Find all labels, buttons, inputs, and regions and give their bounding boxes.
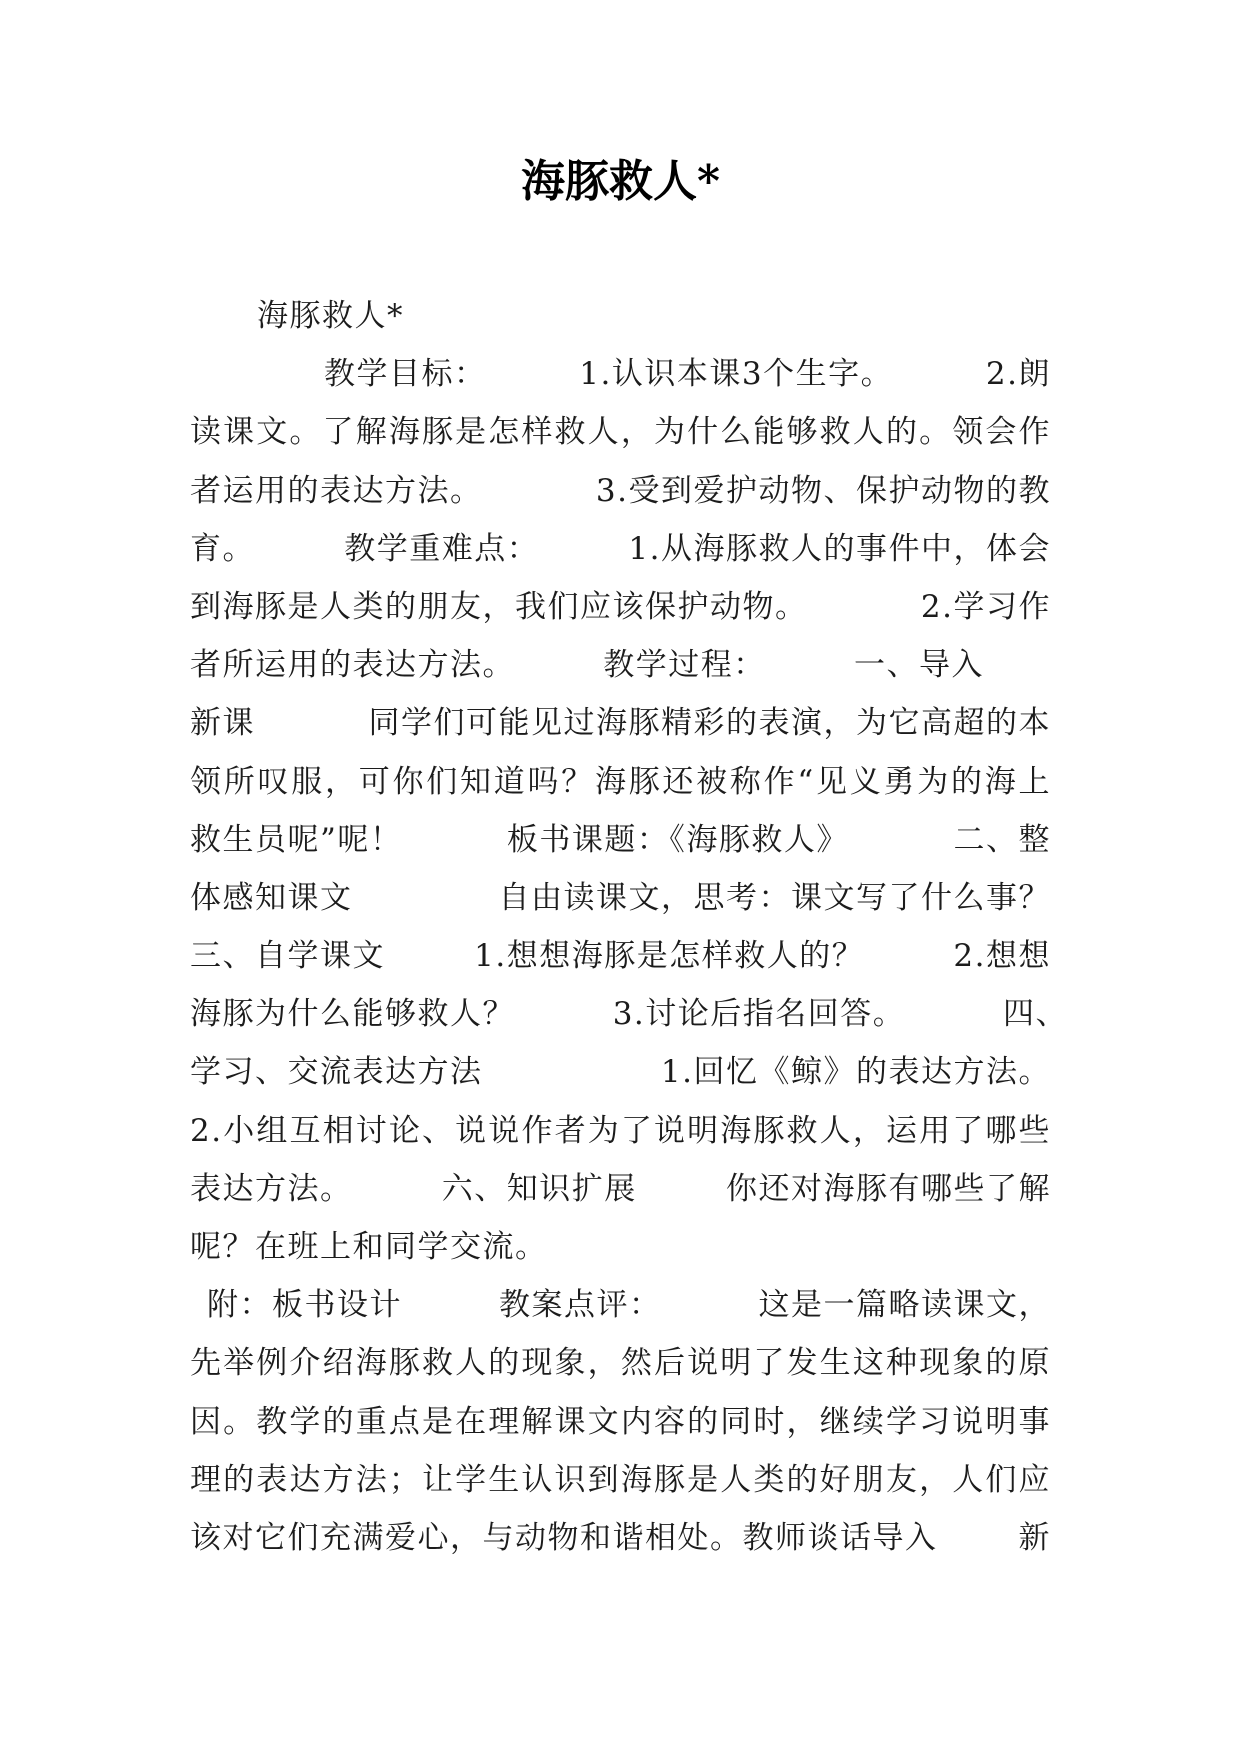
text-line-3 (190, 403, 1051, 461)
text-line-5 (190, 520, 1051, 578)
text-line-15 (190, 1102, 1051, 1160)
text-segment: 六、知识扩展 (441, 1170, 637, 1207)
text-line-11 (190, 869, 1051, 927)
text-segment: 海豚为什么能够救人？ (190, 996, 515, 1033)
text-line-6 (190, 578, 1051, 636)
text-segment: 呢？在班上和同学交流。 (190, 1229, 548, 1265)
text-line-20 (190, 1393, 1051, 1451)
text-segment: 体感知课文 (190, 879, 353, 916)
document-title: 海豚救人* (520, 156, 720, 207)
text-line-21 (190, 1451, 1051, 1509)
text-segment: 2.想想 (953, 938, 1051, 975)
text-segment: 同学们可能见过海豚精彩的表演，为它高超的本 (368, 705, 1051, 742)
text-line-10 (190, 811, 1051, 869)
text-segment: 3.讨论后指名回答。 (612, 996, 906, 1033)
text-line-4 (190, 462, 1051, 520)
text-line-13 (190, 985, 1068, 1043)
text-segment: 自由读课文，思考：课文写了什么事？ (498, 879, 1051, 916)
text-line-16 (190, 1160, 1051, 1218)
text-segment: 1.从海豚救人的事件中，体会 (628, 530, 1051, 567)
text-segment: 附：板书设计 (207, 1287, 402, 1324)
text-line-14 (190, 1043, 1051, 1101)
text-segment: 2.学习作 (920, 588, 1051, 625)
document-body (190, 287, 1068, 1567)
text-segment: 2.小组互相讨论、说说作者为了说明海豚救人，运用了哪些 (190, 1112, 1051, 1149)
text-segment: 领所叹服，可你们知道吗？海豚还被称作“见义勇为的海上 (190, 763, 1051, 800)
text-segment: 先举例介绍海豚救人的现象，然后说明了发生这种现象的原 (190, 1345, 1051, 1382)
text-segment: 四、 (1002, 996, 1068, 1033)
text-line-22 (190, 1509, 1051, 1567)
text-segment: 一、导入 (854, 647, 984, 684)
text-segment: 新 (1018, 1519, 1051, 1556)
text-segment: 理的表达方法；让学生认识到海豚是人类的好朋友，人们应 (190, 1461, 1051, 1498)
text-line-7 (190, 636, 984, 694)
text-segment: 因。教学的重点是在理解课文内容的同时，继续学习说明事 (190, 1403, 1051, 1440)
text-line-1 (190, 287, 1051, 345)
text-segment: 教学目标： (324, 356, 487, 393)
text-segment: 到海豚是人类的朋友，我们应该保护动物。 (190, 588, 808, 625)
text-segment: 救生员呢”呢！ (190, 821, 403, 858)
text-segment: 板书课题：《海豚救人》 (506, 821, 849, 858)
text-line-8 (190, 694, 1051, 752)
text-segment: 海豚救人* (257, 298, 404, 334)
text-line-18 (190, 1276, 1051, 1334)
text-segment: 1.认识本课3个生字。 (579, 356, 894, 393)
text-line-19 (190, 1334, 1051, 1392)
text-line-12 (190, 927, 1051, 985)
text-segment: 者所运用的表达方法。 (190, 647, 515, 684)
text-segment: 读课文。了解海豚是怎样救人，为什么能够救人的。领会作 (190, 414, 1051, 451)
text-segment: 二、整 (953, 821, 1051, 858)
text-segment: 3.受到爱护动物、保护动物的教 (595, 472, 1051, 509)
text-segment: 你还对海豚有哪些了解 (726, 1170, 1051, 1207)
text-segment: 2.朗 (985, 356, 1051, 393)
text-line-9 (190, 753, 1051, 811)
text-segment: 教案点评： (499, 1287, 662, 1324)
text-line-17 (190, 1218, 1051, 1276)
text-segment: 新课 (190, 705, 255, 742)
text-segment: 表达方法。 (190, 1170, 353, 1207)
text-segment: 教学重难点： (344, 530, 540, 567)
text-segment: 1.想想海豚是怎样救人的？ (474, 938, 865, 975)
text-line-2 (190, 345, 1051, 403)
text-segment: 学习、交流表达方法 (190, 1054, 483, 1091)
text-segment: 1.回忆《鲸》的表达方法。 (660, 1054, 1051, 1091)
text-segment: 育。 (190, 530, 255, 567)
text-segment: 三、自学课文 (190, 938, 385, 975)
text-segment: 这是一篇略读课文， (758, 1287, 1051, 1324)
text-segment: 教学过程： (603, 647, 766, 684)
text-segment: 该对它们充满爱心，与动物和谐相处。教师谈话导入 (190, 1519, 938, 1556)
text-segment: 者运用的表达方法。 (190, 472, 483, 509)
